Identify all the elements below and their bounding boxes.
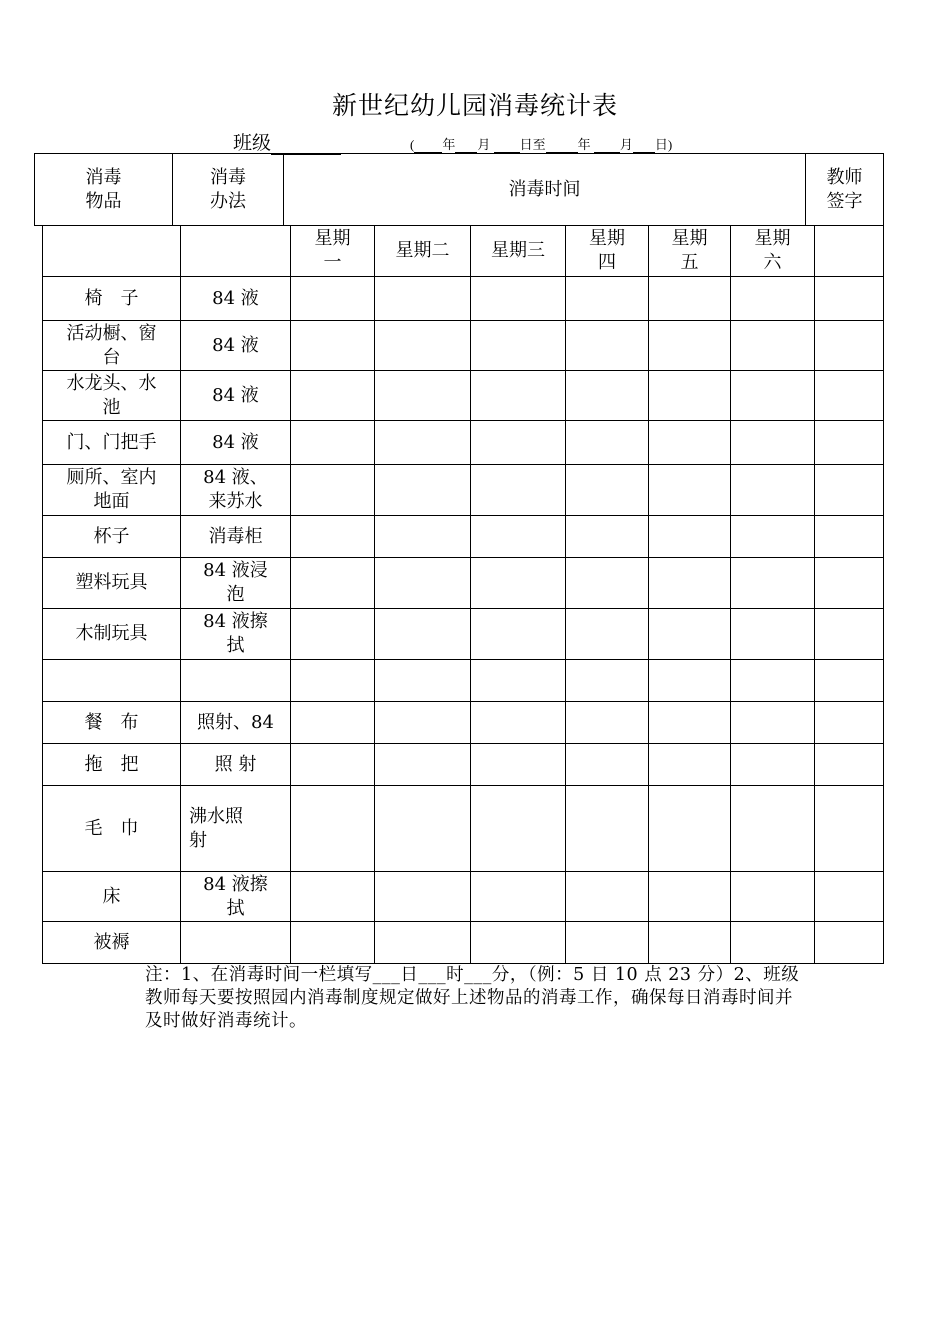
time-cell[interactable] xyxy=(291,922,375,964)
time-cell[interactable] xyxy=(291,465,375,516)
time-cell[interactable] xyxy=(291,660,375,702)
time-cell[interactable] xyxy=(731,371,815,421)
time-cell[interactable] xyxy=(731,516,815,558)
time-cell[interactable] xyxy=(375,660,471,702)
time-cell[interactable] xyxy=(566,371,649,421)
time-cell[interactable] xyxy=(291,277,375,321)
time-cell[interactable] xyxy=(649,277,731,321)
time-cell[interactable] xyxy=(649,465,731,516)
time-cell[interactable] xyxy=(649,371,731,421)
method-cell: 84 液、 来苏水 xyxy=(181,465,291,516)
time-cell[interactable] xyxy=(375,516,471,558)
table-row xyxy=(43,609,884,660)
date-range xyxy=(410,134,672,153)
time-cell[interactable] xyxy=(375,744,471,786)
table-row xyxy=(43,744,884,786)
time-cell[interactable] xyxy=(731,558,815,609)
time-cell[interactable] xyxy=(471,702,566,744)
date-year2: 年 xyxy=(577,137,591,152)
day-header: 星期 四 xyxy=(566,226,649,277)
day-header: 星期 一 xyxy=(291,226,375,277)
time-cell[interactable] xyxy=(649,872,731,922)
table-row xyxy=(43,558,884,609)
time-cell[interactable] xyxy=(566,786,649,872)
item-cell: 被褥 xyxy=(43,922,181,964)
time-cell[interactable] xyxy=(375,609,471,660)
date-blank xyxy=(633,140,655,153)
time-cell[interactable] xyxy=(649,922,731,964)
time-cell[interactable] xyxy=(291,786,375,872)
item-cell: 水龙头、水 池 xyxy=(43,371,181,421)
signature-cell[interactable] xyxy=(815,609,884,660)
time-cell[interactable] xyxy=(649,702,731,744)
page-title: 新世纪幼儿园消毒统计表 xyxy=(331,91,618,120)
time-cell[interactable] xyxy=(566,702,649,744)
date-close: 日) xyxy=(654,137,673,152)
time-cell[interactable] xyxy=(291,421,375,465)
time-cell[interactable] xyxy=(566,872,649,922)
time-cell[interactable] xyxy=(649,786,731,872)
class-field xyxy=(233,128,341,155)
time-cell[interactable] xyxy=(375,558,471,609)
time-cell[interactable] xyxy=(375,786,471,872)
date-blank xyxy=(546,140,578,153)
class-label: 班级 xyxy=(233,132,272,154)
signature-cell[interactable] xyxy=(815,702,884,744)
item-cell: 餐 布 xyxy=(43,702,181,744)
time-cell[interactable] xyxy=(566,321,649,371)
time-cell[interactable] xyxy=(471,660,566,702)
signature-cell[interactable] xyxy=(815,371,884,421)
signature-cell[interactable] xyxy=(815,786,884,872)
table-row xyxy=(43,465,884,516)
signature-cell[interactable] xyxy=(815,277,884,321)
method-cell: 照 射 xyxy=(181,744,291,786)
time-cell[interactable] xyxy=(566,421,649,465)
time-cell[interactable] xyxy=(471,465,566,516)
time-cell[interactable] xyxy=(471,421,566,465)
time-cell[interactable] xyxy=(375,872,471,922)
time-cell[interactable] xyxy=(375,321,471,371)
time-cell[interactable] xyxy=(566,558,649,609)
item-cell: 杯子 xyxy=(43,516,181,558)
footnote: 注：1、在消毒时间一栏填写___日___时___分，（例：5 日 10 点 23 分）2、班级教师每天要按照园内消毒制度规定做好上述物品的消毒工作，确保每日消毒时间并及时做好消毒统计。 xyxy=(145,965,800,1031)
item-cell: 床 xyxy=(43,872,181,922)
method-cell: 84 液擦 拭 xyxy=(181,872,291,922)
time-cell[interactable] xyxy=(375,922,471,964)
time-cell[interactable] xyxy=(731,744,815,786)
time-cell[interactable] xyxy=(731,465,815,516)
time-cell[interactable] xyxy=(566,277,649,321)
time-cell[interactable] xyxy=(471,516,566,558)
time-cell[interactable] xyxy=(731,922,815,964)
date-day-to: 日至 xyxy=(519,137,546,152)
header-teacher: 教师 签字 xyxy=(806,154,884,226)
date-month: 月 xyxy=(477,137,491,152)
time-cell[interactable] xyxy=(375,702,471,744)
time-cell[interactable] xyxy=(649,558,731,609)
date-blank xyxy=(414,140,442,153)
header-time: 消毒时间 xyxy=(284,154,806,226)
item-cell: 椅 子 xyxy=(43,277,181,321)
date-year: 年 xyxy=(442,137,456,152)
header-table xyxy=(34,153,884,226)
time-cell[interactable] xyxy=(731,702,815,744)
time-cell[interactable] xyxy=(731,321,815,371)
date-open: ( xyxy=(410,137,415,152)
time-cell[interactable] xyxy=(471,922,566,964)
table-row xyxy=(43,321,884,371)
time-cell[interactable] xyxy=(566,660,649,702)
table-row xyxy=(43,277,884,321)
method-cell: 84 液浸 泡 xyxy=(181,558,291,609)
signature-cell[interactable] xyxy=(815,744,884,786)
method-cell: 照射、84 xyxy=(181,702,291,744)
item-cell: 毛 巾 xyxy=(43,786,181,872)
empty-cell xyxy=(815,226,884,277)
time-cell[interactable] xyxy=(375,421,471,465)
signature-cell[interactable] xyxy=(815,421,884,465)
date-blank xyxy=(455,140,477,153)
item-cell: 活动橱、窗 台 xyxy=(43,321,181,371)
time-cell[interactable] xyxy=(566,922,649,964)
time-cell[interactable] xyxy=(375,465,471,516)
method-cell: 84 液擦 拭 xyxy=(181,609,291,660)
method-cell: 消毒柜 xyxy=(181,516,291,558)
day-header: 星期三 xyxy=(471,226,566,277)
time-cell[interactable] xyxy=(291,609,375,660)
header-method: 消毒 办法 xyxy=(173,154,284,226)
date-blank xyxy=(594,140,620,153)
item-cell: 塑料玩具 xyxy=(43,558,181,609)
table-row xyxy=(43,922,884,964)
table-row xyxy=(43,516,884,558)
date-month2: 月 xyxy=(619,137,633,152)
time-cell[interactable] xyxy=(731,786,815,872)
empty-cell xyxy=(181,226,291,277)
time-cell[interactable] xyxy=(649,609,731,660)
time-cell[interactable] xyxy=(291,872,375,922)
time-cell[interactable] xyxy=(566,609,649,660)
item-cell: 门、门把手 xyxy=(43,421,181,465)
table-row xyxy=(43,421,884,465)
time-cell[interactable] xyxy=(375,371,471,421)
time-cell[interactable] xyxy=(649,516,731,558)
day-header: 星期 六 xyxy=(731,226,815,277)
time-cell[interactable] xyxy=(471,744,566,786)
table-row xyxy=(43,872,884,922)
method-cell xyxy=(181,660,291,702)
time-cell[interactable] xyxy=(471,277,566,321)
days-row xyxy=(43,226,884,277)
table-row xyxy=(43,660,884,702)
item-cell xyxy=(43,660,181,702)
time-cell[interactable] xyxy=(291,744,375,786)
time-cell[interactable] xyxy=(731,421,815,465)
signature-cell[interactable] xyxy=(815,872,884,922)
signature-cell[interactable] xyxy=(815,558,884,609)
time-cell[interactable] xyxy=(649,421,731,465)
table-row xyxy=(43,371,884,421)
method-cell: 84 液 xyxy=(181,277,291,321)
time-cell[interactable] xyxy=(291,558,375,609)
time-cell[interactable] xyxy=(731,660,815,702)
time-cell[interactable] xyxy=(731,872,815,922)
day-header: 星期 五 xyxy=(649,226,731,277)
time-cell[interactable] xyxy=(649,660,731,702)
method-cell xyxy=(181,922,291,964)
date-blank xyxy=(494,140,520,153)
time-cell[interactable] xyxy=(731,277,815,321)
time-cell[interactable] xyxy=(291,371,375,421)
table-row xyxy=(43,702,884,744)
signature-cell[interactable] xyxy=(815,321,884,371)
time-cell[interactable] xyxy=(375,277,471,321)
item-cell: 厕所、室内 地面 xyxy=(43,465,181,516)
signature-cell[interactable] xyxy=(815,660,884,702)
method-cell: 84 液 xyxy=(181,371,291,421)
time-cell[interactable] xyxy=(649,744,731,786)
signature-cell[interactable] xyxy=(815,465,884,516)
header-item: 消毒 物品 xyxy=(35,154,173,226)
time-cell[interactable] xyxy=(471,371,566,421)
time-cell[interactable] xyxy=(566,744,649,786)
table-row xyxy=(43,786,884,872)
time-cell[interactable] xyxy=(566,465,649,516)
method-cell: 沸水照 射 xyxy=(181,786,291,872)
time-cell[interactable] xyxy=(471,872,566,922)
empty-cell xyxy=(43,226,181,277)
method-cell: 84 液 xyxy=(181,321,291,371)
time-cell[interactable] xyxy=(731,609,815,660)
time-cell[interactable] xyxy=(471,321,566,371)
time-cell[interactable] xyxy=(471,558,566,609)
disinfection-table xyxy=(42,225,884,964)
signature-cell[interactable] xyxy=(815,922,884,964)
time-cell[interactable] xyxy=(291,516,375,558)
signature-cell[interactable] xyxy=(815,516,884,558)
time-cell[interactable] xyxy=(471,786,566,872)
method-cell: 84 液 xyxy=(181,421,291,465)
time-cell[interactable] xyxy=(471,609,566,660)
time-cell[interactable] xyxy=(649,321,731,371)
time-cell[interactable] xyxy=(291,702,375,744)
item-cell: 木制玩具 xyxy=(43,609,181,660)
day-header: 星期二 xyxy=(375,226,471,277)
time-cell[interactable] xyxy=(291,321,375,371)
item-cell: 拖 把 xyxy=(43,744,181,786)
time-cell[interactable] xyxy=(566,516,649,558)
